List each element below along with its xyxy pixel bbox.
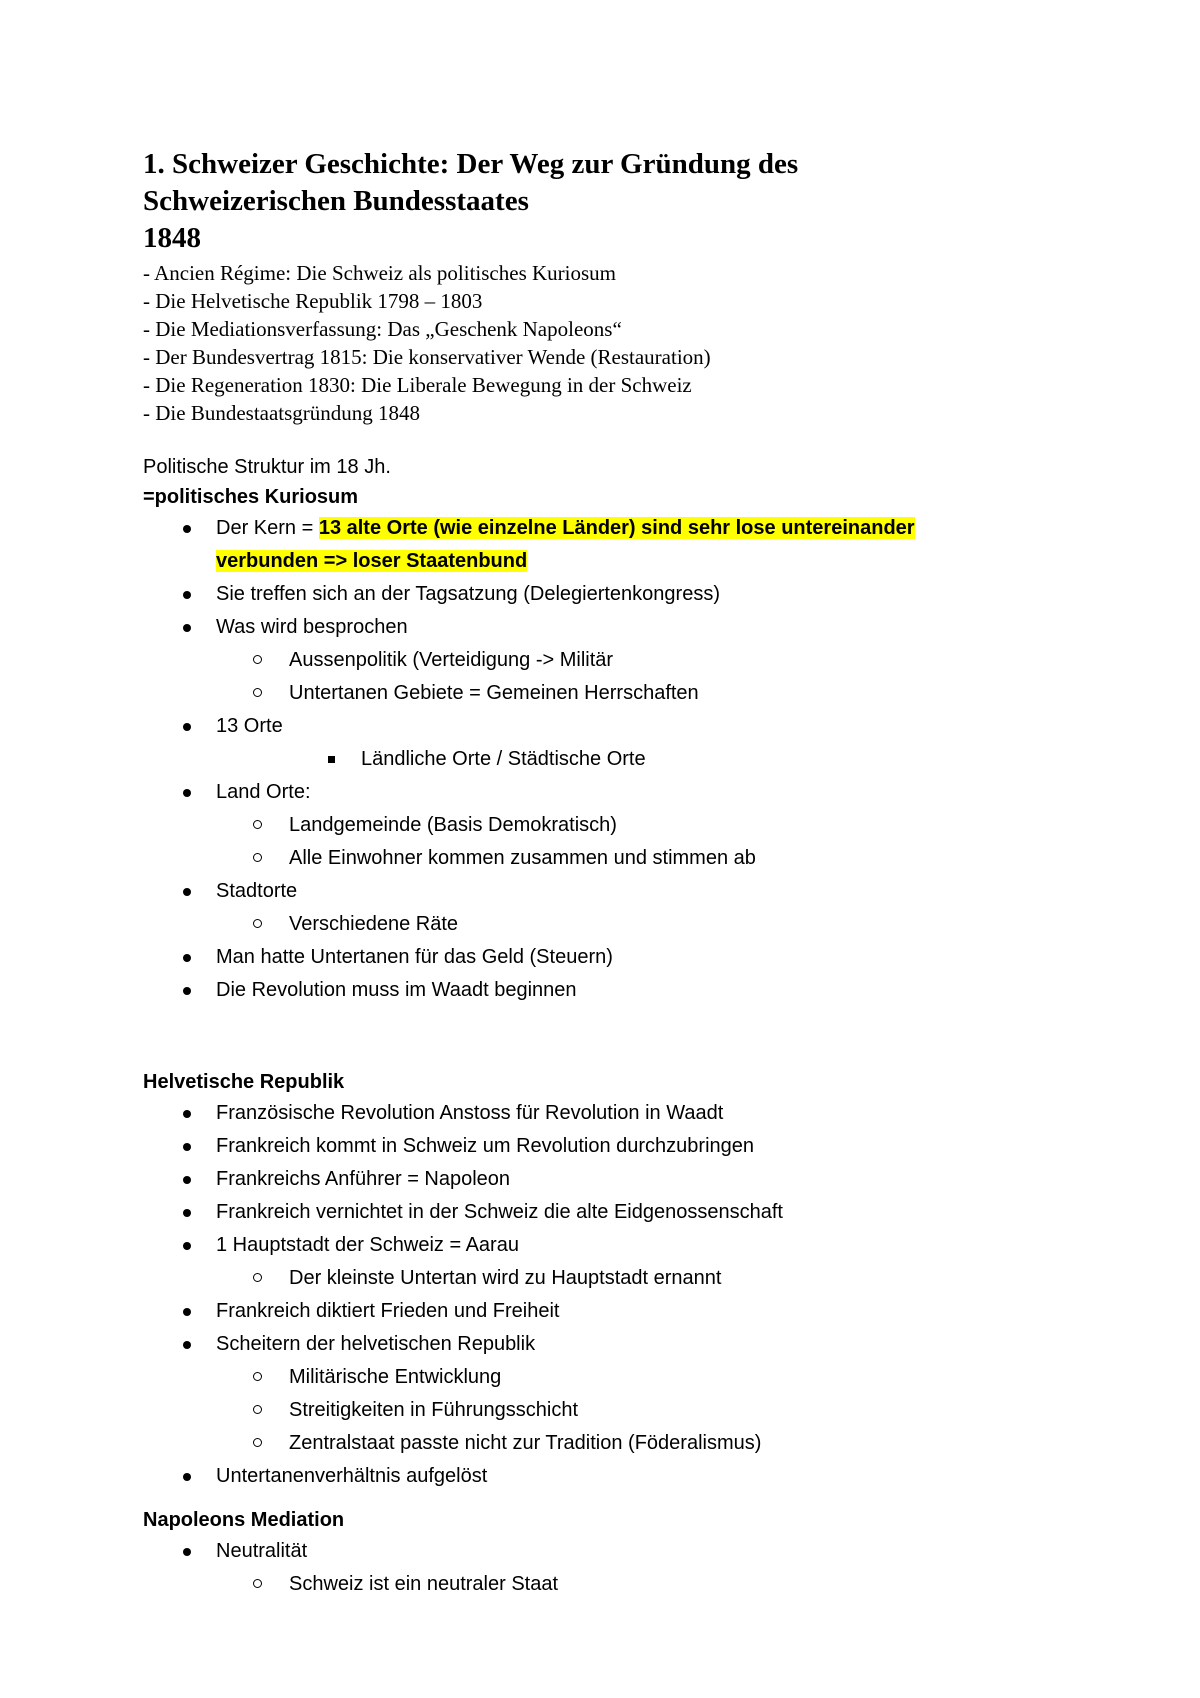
list-item-text: Scheitern der helvetischen Republik <box>216 1333 536 1355</box>
bullet-marker <box>183 1176 191 1184</box>
list-item <box>143 1097 1103 1130</box>
list-item <box>143 677 1103 710</box>
circle-marker <box>253 919 262 928</box>
section-politische-struktur <box>143 452 1103 1007</box>
circle-marker <box>253 1372 262 1381</box>
list-item-text: Verschiedene Räte <box>289 913 459 935</box>
highlighted-text: 13 alte Orte (wie einzelne Länder) sind sehr lose untereinander <box>318 517 915 539</box>
list-item <box>143 908 1103 941</box>
list-item <box>143 578 1103 611</box>
title-line-2: Schweizerischen Bundesstaates <box>143 185 529 217</box>
list-item <box>143 1568 1103 1601</box>
circle-marker <box>253 1405 262 1414</box>
list-item <box>143 611 1103 644</box>
bullet-marker <box>183 1548 191 1556</box>
list-item-text: Untertanenverhältnis aufgelöst <box>216 1465 488 1487</box>
section-napoleons-mediation <box>143 1505 1103 1601</box>
list-item-text: Aussenpolitik (Verteidigung -> Militär <box>289 649 614 671</box>
bullet-marker <box>183 789 191 797</box>
list-item-text: Sie treffen sich an der Tagsatzung (Delegiertenkongress) <box>216 583 720 605</box>
list-item-text: Frankreich diktiert Frieden und Freiheit <box>216 1300 560 1322</box>
list-item-text: Zentralstaat passte nicht zur Tradition (Föderalismus) <box>289 1432 762 1454</box>
bullet-marker <box>183 1209 191 1217</box>
list-item-text: 1 Hauptstadt der Schweiz = Aarau <box>216 1234 519 1256</box>
circle-marker <box>253 1273 262 1282</box>
list-item <box>143 1460 1103 1493</box>
topic-item: - Die Bundestaatsgründung 1848 <box>143 401 421 425</box>
list-item <box>143 842 1103 875</box>
list-item <box>143 941 1103 974</box>
bullet-list <box>143 1097 1103 1493</box>
list-item <box>143 1262 1103 1295</box>
bullet-marker <box>183 525 191 533</box>
title-line-3: 1848 <box>143 222 201 254</box>
section-heading: Napoleons Mediation <box>143 1509 345 1531</box>
list-item-text: Militärische Entwicklung <box>289 1366 502 1388</box>
list-item <box>143 710 1103 743</box>
bullet-marker <box>183 888 191 896</box>
section-subheading: =politisches Kuriosum <box>143 486 359 508</box>
list-item <box>143 1535 1103 1568</box>
bullet-list <box>143 512 1103 1007</box>
circle-marker <box>253 820 262 829</box>
square-marker <box>328 756 335 763</box>
bullet-marker <box>183 723 191 731</box>
list-item <box>143 1229 1103 1262</box>
bullet-marker <box>183 1473 191 1481</box>
topic-item: - Die Regeneration 1830: Die Liberale Bewegung in der Schweiz <box>143 373 692 397</box>
list-item <box>143 776 1103 809</box>
list-item-text: Alle Einwohner kommen zusammen und stimmen ab <box>289 847 756 869</box>
list-item-text: Ländliche Orte / Städtische Orte <box>361 748 646 770</box>
circle-marker <box>253 655 262 664</box>
list-item-text: Untertanen Gebiete = Gemeinen Herrschaften <box>289 682 699 704</box>
list-item-text: 13 Orte <box>216 715 283 737</box>
bullet-list <box>143 1535 1103 1601</box>
document-page <box>143 146 1103 1601</box>
bullet-marker <box>183 1143 191 1151</box>
list-item-text: Landgemeinde (Basis Demokratisch) <box>289 814 617 836</box>
bullet-marker <box>183 987 191 995</box>
list-item-text: Man hatte Untertanen für das Geld (Steuern) <box>216 946 613 968</box>
bullet-marker <box>183 624 191 632</box>
section-helvetische-republik <box>143 1067 1103 1493</box>
list-item <box>143 1328 1103 1361</box>
topic-item: - Die Mediationsverfassung: Das „Geschenk Napoleons“ <box>143 317 622 341</box>
section-heading: Helvetische Republik <box>143 1071 345 1093</box>
topic-item: - Die Helvetische Republik 1798 – 1803 <box>143 289 483 313</box>
section-heading: Politische Struktur im 18 Jh. <box>143 456 391 478</box>
topic-item: - Der Bundesvertrag 1815: Die konservativer Wende (Restauration) <box>143 345 711 369</box>
list-item-text: Schweiz ist ein neutraler Staat <box>289 1573 559 1595</box>
list-item <box>143 644 1103 677</box>
circle-marker <box>253 853 262 862</box>
list-item <box>143 1361 1103 1394</box>
list-item <box>143 1163 1103 1196</box>
list-item <box>143 1130 1103 1163</box>
list-item <box>143 743 1103 776</box>
list-item-kern <box>143 512 1103 578</box>
list-item-text: Neutralität <box>216 1540 308 1562</box>
list-item <box>143 875 1103 908</box>
circle-marker <box>253 1579 262 1588</box>
circle-marker <box>253 1438 262 1447</box>
list-item <box>143 974 1103 1007</box>
list-item-text: Der kleinste Untertan wird zu Hauptstadt ernannt <box>289 1267 722 1289</box>
highlighted-text: verbunden => loser Staatenbund <box>216 550 528 572</box>
list-item <box>143 1196 1103 1229</box>
bullet-marker <box>183 1308 191 1316</box>
list-item-text: Stadtorte <box>216 880 298 902</box>
list-item-text: Was wird besprochen <box>216 616 408 638</box>
topic-list <box>143 259 1103 427</box>
bullet-marker <box>183 591 191 599</box>
list-item <box>143 1394 1103 1427</box>
list-item-text: Streitigkeiten in Führungsschicht <box>289 1399 579 1421</box>
list-item-text: Frankreich kommt in Schweiz um Revolution durchzubringen <box>216 1135 755 1157</box>
title-line-1: 1. Schweizer Geschichte: Der Weg zur Gründung des <box>143 148 799 180</box>
document-title <box>143 146 1103 257</box>
list-item <box>143 1427 1103 1460</box>
list-item <box>143 1295 1103 1328</box>
topic-item: - Ancien Régime: Die Schweiz als politisches Kuriosum <box>143 261 616 285</box>
list-item <box>143 809 1103 842</box>
list-item-text: Land Orte: <box>216 781 311 803</box>
kern-prefix: Der Kern = <box>216 517 319 539</box>
bullet-marker <box>183 1341 191 1349</box>
circle-marker <box>253 688 262 697</box>
bullet-marker <box>183 954 191 962</box>
bullet-marker <box>183 1110 191 1118</box>
list-item-text: Die Revolution muss im Waadt beginnen <box>216 979 577 1001</box>
list-item-text: Französische Revolution Anstoss für Revolution in Waadt <box>216 1102 724 1124</box>
list-item-text: Frankreichs Anführer = Napoleon <box>216 1168 511 1190</box>
list-item-text: Frankreich vernichtet in der Schweiz die alte Eidgenossenschaft <box>216 1201 783 1223</box>
bullet-marker <box>183 1242 191 1250</box>
